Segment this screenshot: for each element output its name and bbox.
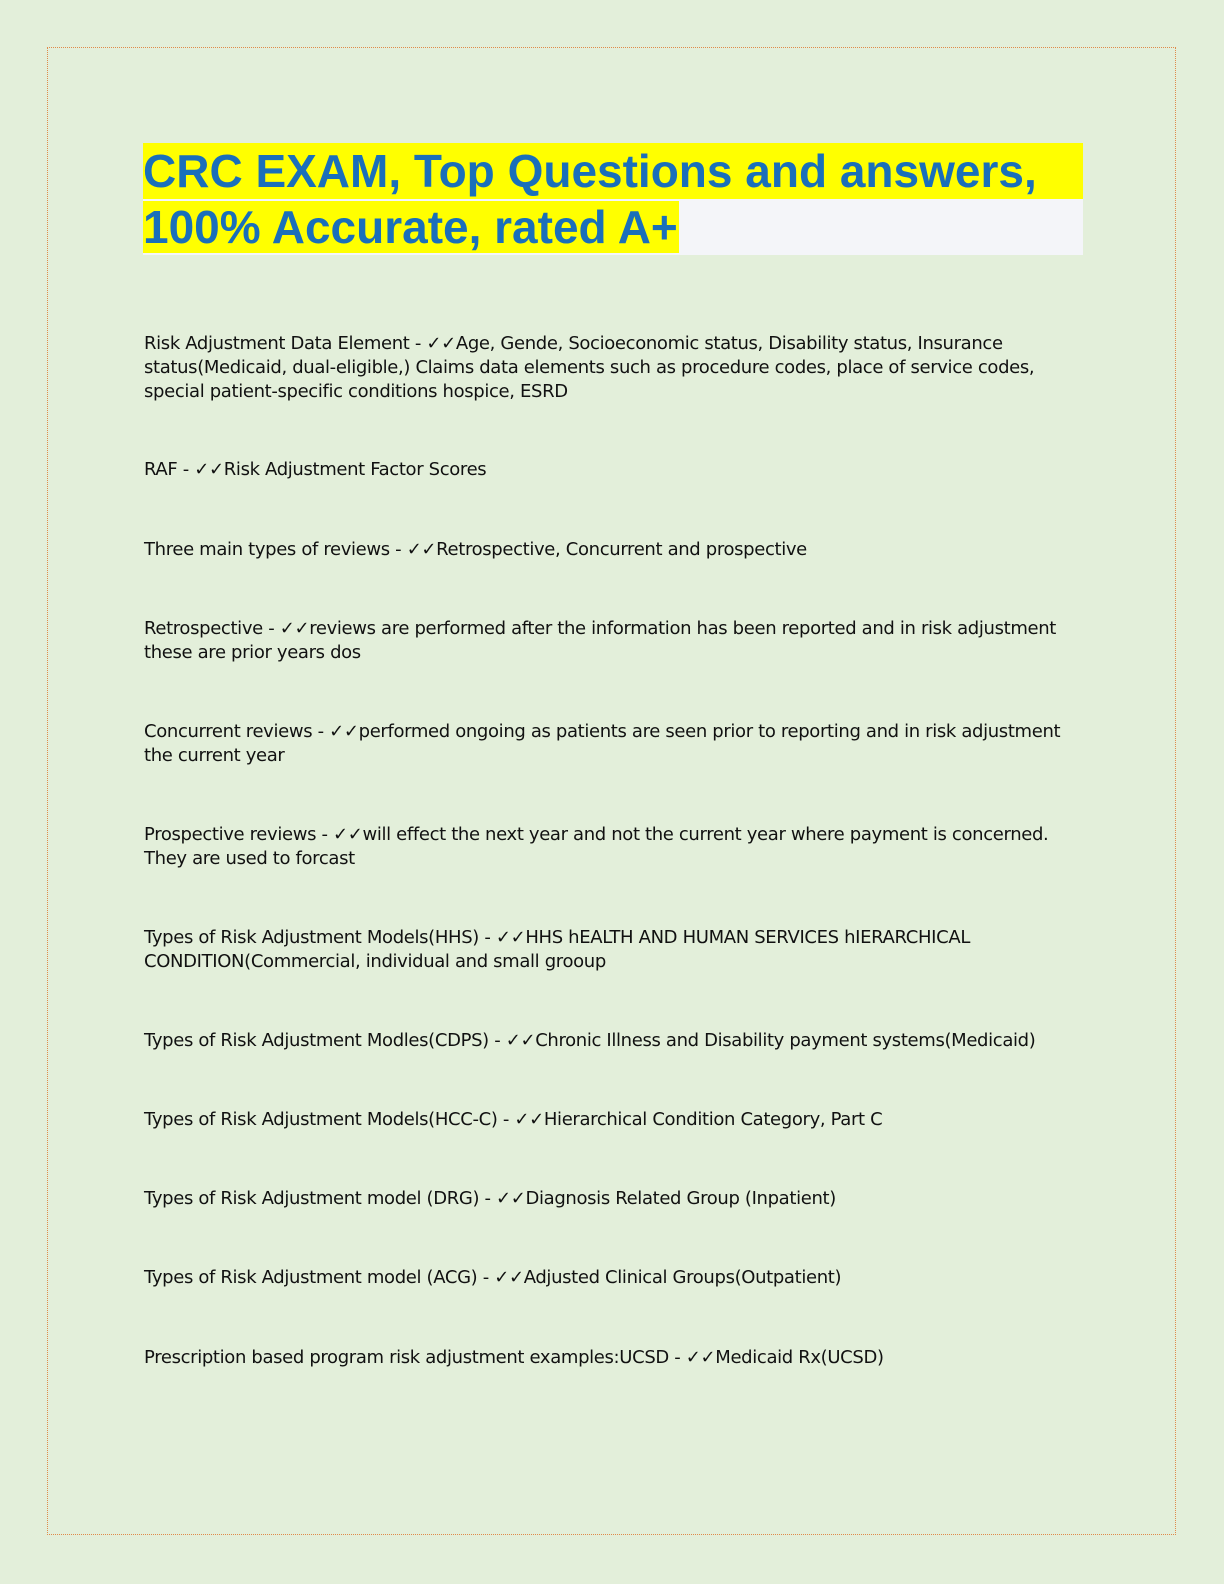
qa-separator: - xyxy=(478,927,496,948)
qa-answer: Diagnosis Related Group (Inpatient) xyxy=(525,1188,836,1209)
qa-term: RAF xyxy=(144,459,178,480)
check-mark-icon: ✓✓ xyxy=(194,459,224,480)
qa-term: Types of Risk Adjustment Modles(CDPS) xyxy=(144,1030,489,1051)
qa-entry xyxy=(144,1108,1084,1132)
qa-answer: Adjusted Clinical Groups(Outpatient) xyxy=(523,1267,842,1288)
qa-separator: - xyxy=(479,1188,497,1209)
check-mark-icon: ✓✓ xyxy=(496,1188,526,1209)
qa-answer: Risk Adjustment Factor Scores xyxy=(223,459,487,480)
qa-separator: - xyxy=(389,539,407,560)
qa-entry xyxy=(144,332,1084,404)
qa-answer: Retrospective, Concurrent and prospective xyxy=(436,539,807,560)
check-mark-icon: ✓✓ xyxy=(329,721,359,742)
qa-term: Prescription based program risk adjustment examples:UCSD xyxy=(144,1347,669,1368)
qa-separator: - xyxy=(668,1347,686,1368)
qa-entry xyxy=(144,1266,1084,1290)
qa-entry xyxy=(144,1187,1084,1211)
qa-entry xyxy=(144,720,1084,768)
qa-answer: Chronic Illness and Disability payment systems(Medicaid) xyxy=(535,1030,1036,1051)
page-border xyxy=(47,47,1176,1535)
document-title xyxy=(143,143,1083,255)
qa-term: Concurrent reviews xyxy=(144,721,313,742)
qa-answer: performed ongoing as patients are seen prior to reporting and in risk adjustment the current year xyxy=(144,721,1061,766)
qa-answer: Hierarchical Condition Category, Part C xyxy=(543,1109,883,1130)
check-mark-icon: ✓✓ xyxy=(332,824,363,845)
check-mark-icon: ✓✓ xyxy=(279,618,310,639)
qa-answer: Medicaid Rx(UCSD) xyxy=(715,1347,884,1368)
qa-separator: - xyxy=(312,721,330,742)
qa-separator: - xyxy=(177,459,195,480)
qa-separator: - xyxy=(262,618,280,639)
qa-answer: HHS hEALTH AND HUMAN SERVICES hIERARCHICAL CONDITION(Commercial, individual and small grooup xyxy=(144,927,971,972)
qa-term: Types of Risk Adjustment model (ACG) xyxy=(144,1267,478,1288)
qa-entry xyxy=(144,1029,1084,1053)
qa-entry xyxy=(144,538,1084,562)
qa-term: Three main types of reviews xyxy=(144,539,390,560)
qa-answer: Age, Gende, Socioeconomic status, Disability status, Insurance status(Medicaid, dual-eligible,) Claims data elements such as procedure codes, place of service codes, special patient-specific conditions hospice, ESRD xyxy=(144,333,1035,402)
qa-entry xyxy=(144,458,1084,482)
title-line-2-text: 100% Accurate, rated A+ xyxy=(143,201,678,253)
qa-entry xyxy=(144,823,1084,871)
qa-term: Prospective reviews xyxy=(144,824,317,845)
check-mark-icon: ✓✓ xyxy=(494,1267,524,1288)
qa-entry xyxy=(144,617,1084,665)
check-mark-icon: ✓✓ xyxy=(495,927,526,948)
qa-separator: - xyxy=(409,333,427,354)
qa-term: Retrospective xyxy=(144,618,263,639)
title-line-1: CRC EXAM, Top Questions and answers, xyxy=(143,143,1083,199)
check-mark-icon: ✓✓ xyxy=(426,333,456,354)
qa-term: Types of Risk Adjustment Models(HCC-C) xyxy=(144,1109,498,1130)
qa-term: Risk Adjustment Data Element xyxy=(144,333,410,354)
qa-answer: reviews are performed after the information has been reported and in risk adjustment these are prior years dos xyxy=(144,618,1056,663)
check-mark-icon: ✓✓ xyxy=(406,539,437,560)
qa-separator: - xyxy=(497,1109,515,1130)
qa-separator: - xyxy=(488,1030,506,1051)
qa-entry xyxy=(144,926,1084,974)
title-line-2 xyxy=(143,199,1083,255)
qa-term: Types of Risk Adjustment Models(HHS) xyxy=(144,927,479,948)
qa-answer: will effect the next year and not the current year where payment is concerned. They are used to forcast xyxy=(144,824,1049,869)
qa-separator: - xyxy=(316,824,333,845)
qa-entry xyxy=(144,1346,1084,1370)
check-mark-icon: ✓✓ xyxy=(505,1030,536,1051)
qa-separator: - xyxy=(477,1267,495,1288)
check-mark-icon: ✓✓ xyxy=(514,1109,544,1130)
qa-term: Types of Risk Adjustment model (DRG) xyxy=(144,1188,480,1209)
check-mark-icon: ✓✓ xyxy=(685,1347,716,1368)
